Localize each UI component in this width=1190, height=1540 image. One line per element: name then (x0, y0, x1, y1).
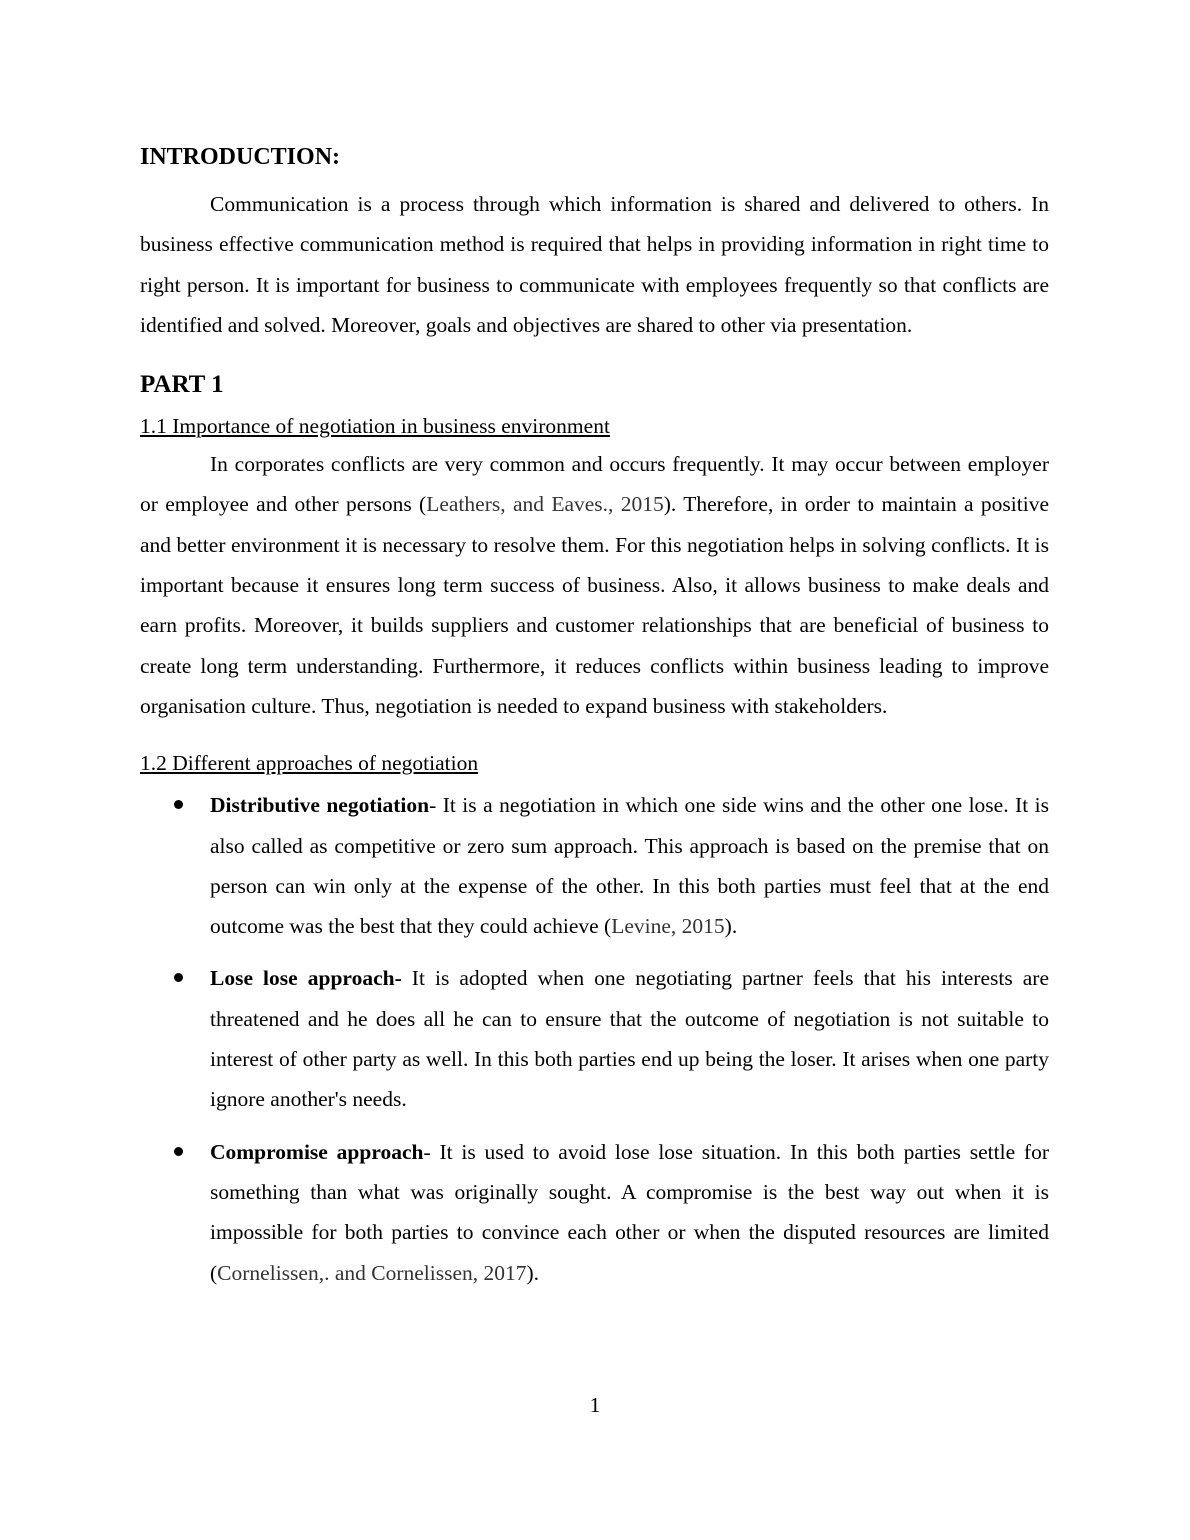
list-item (140, 958, 1049, 1119)
section-1-1-title: 1.1 Importance of negotiation in business environment (140, 414, 610, 439)
bullet-icon (174, 800, 183, 809)
paragraph-text: ). Therefore, in order to maintain a positive and better environment it is necessary to resolve them. For this negotiation helps in solving conflicts. It is important because it ensures long term success of business. Also, it allows business to make deals and earn profits. Moreover, it builds suppliers and customer relationships that are beneficial of business to create long term understanding. Furthermore, it reduces conflicts within business leading to improve organisation culture. Thus, negotiation is needed to expand business with stakeholders. (140, 492, 1049, 718)
section-1-1-paragraph (140, 444, 1049, 726)
approach-text: - It is used to avoid lose lose situation. In this both parties settle for something than what was originally sought. A compromise is the best way out when it is impossible for both parties to convince each other or when the disputed resources are limited ( (210, 1139, 1049, 1285)
part-heading: PART 1 (140, 371, 224, 399)
approaches-list (140, 785, 1049, 1293)
approach-term: Compromise approach (210, 1139, 424, 1164)
citation: Levine, 2015 (611, 914, 725, 939)
list-item (140, 1132, 1049, 1293)
introduction-paragraph: Communication is a process through which information is shared and delivered to others. In business effective communication method is required that helps in providing information in right time to right person. It is important for business to communicate with employees frequently so that conflicts are identified and solved. Moreover, goals and objectives are shared to other via presentation. (140, 192, 1049, 337)
approach-text: It is adopted when one negotiating partner feels that his interests are threatened and he does all he can to ensure that the outcome of negotiation is not suitable to interest of other party as well. In this both parties end up being the loser. It arises when one party ignore another's needs. (210, 966, 1049, 1112)
bullet-icon (174, 1147, 183, 1156)
approach-term: Lose lose approach- (210, 966, 402, 991)
list-item (140, 785, 1049, 946)
bullet-icon (174, 973, 183, 982)
approach-closing: ). (526, 1260, 540, 1285)
page-number: 1 (589, 1393, 601, 1417)
approach-closing: ). (724, 914, 738, 939)
citation: Leathers, and Eaves., 2015 (426, 492, 664, 517)
approach-term: Distributive negotiation (210, 793, 430, 818)
document-page (140, 140, 1049, 1305)
section-1-2-title: 1.2 Different approaches of negotiation (140, 751, 479, 776)
paragraph-text: In corporates conflicts are very common and occurs frequently. It may occur between employer or employee and other persons ( (140, 452, 1049, 517)
approach-text: - It is a negotiation in which one side wins and the other one lose. It is also called as competitive or zero sum approach. This approach is based on the premise that on person can win only at the expense of the other. In this both parties must feel that at the end outcome was the best that they could achieve ( (210, 793, 1049, 939)
citation: Cornelissen,. and Cornelissen, 2017 (217, 1260, 527, 1285)
introduction-heading: INTRODUCTION: (140, 144, 341, 170)
